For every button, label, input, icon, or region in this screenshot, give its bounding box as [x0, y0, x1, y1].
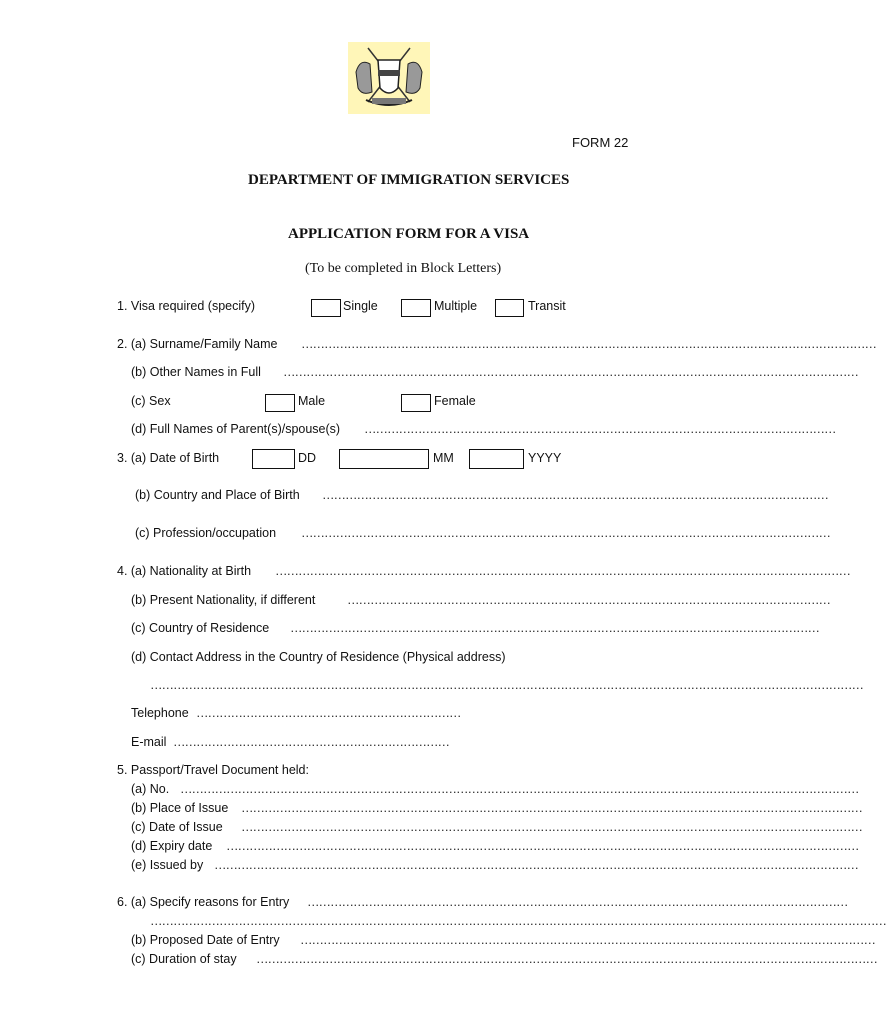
- country-residence-field[interactable]: …………………………………………………………………………………………………………………………: [290, 621, 819, 635]
- single-checkbox[interactable]: [311, 299, 341, 317]
- duration-of-stay-label: (c) Duration of stay: [131, 952, 237, 966]
- visa-required-label: 1. Visa required (specify): [117, 299, 256, 313]
- passport-number-field[interactable]: ……………………………………………………………………………………………………………………………………………………………: [180, 782, 859, 796]
- female-checkbox[interactable]: [401, 394, 431, 412]
- yyyy-label: YYYY: [528, 451, 562, 465]
- entry-reason-label: 6. (a) Specify reasons for Entry: [117, 895, 290, 909]
- form-title: APPLICATION FORM FOR A VISA: [288, 226, 530, 242]
- email-field[interactable]: ………………………………………………………………: [173, 735, 449, 749]
- nationality-birth-label: 4. (a) Nationality at Birth: [117, 564, 252, 578]
- transit-checkbox[interactable]: [495, 299, 524, 317]
- birth-month-field[interactable]: [339, 449, 429, 469]
- female-label: Female: [434, 394, 476, 408]
- email-label: E-mail: [131, 735, 167, 749]
- multiple-label: Multiple: [434, 299, 478, 313]
- surname-field[interactable]: ……………………………………………………………………………………………………………………………………: [301, 337, 876, 351]
- multiple-checkbox[interactable]: [401, 299, 431, 317]
- male-label: Male: [298, 394, 326, 408]
- transit-label: Transit: [528, 299, 566, 313]
- place-of-issue-field[interactable]: ………………………………………………………………………………………………………………………………………………: [241, 801, 862, 815]
- entry-date-field[interactable]: ……………………………………………………………………………………………………………………………………: [300, 933, 875, 947]
- dd-label: DD: [298, 451, 317, 465]
- birth-place-label: (b) Country and Place of Birth: [135, 488, 300, 502]
- department-title: DEPARTMENT OF IMMIGRATION SERVICES: [248, 172, 570, 188]
- parents-names-field[interactable]: ……………………………………………………………………………………………………………: [364, 422, 836, 436]
- single-label: Single: [343, 299, 378, 313]
- nationality-birth-field[interactable]: ……………………………………………………………………………………………………………………………………: [275, 564, 850, 578]
- passport-number-label: (a) No.: [131, 782, 170, 796]
- country-residence-label: (c) Country of Residence: [131, 621, 270, 635]
- birth-year-field[interactable]: [469, 449, 524, 469]
- date-of-issue-label: (c) Date of Issue: [131, 820, 223, 834]
- contact-address-label: (d) Contact Address in the Country of Residence (Physical address): [131, 650, 506, 664]
- other-names-field[interactable]: ……………………………………………………………………………………………………………………………………: [283, 365, 858, 379]
- birth-place-field[interactable]: ……………………………………………………………………………………………………………………: [322, 488, 828, 502]
- mm-label: MM: [433, 451, 454, 465]
- entry-reason-field-line2[interactable]: …………………………………………………………………………………………………………………………………………………………………………: [150, 914, 886, 928]
- passport-heading: 5. Passport/Travel Document held:: [117, 763, 309, 777]
- birth-day-field[interactable]: [252, 449, 295, 469]
- issued-by-label: (e) Issued by: [131, 858, 204, 872]
- duration-of-stay-field[interactable]: ………………………………………………………………………………………………………………………………………………: [256, 952, 877, 966]
- present-nationality-field[interactable]: ………………………………………………………………………………………………………………: [347, 593, 830, 607]
- place-of-issue-label: (b) Place of Issue: [131, 801, 229, 815]
- expiry-date-label: (d) Expiry date: [131, 839, 213, 853]
- kenya-coat-of-arms-icon: [348, 42, 430, 114]
- expiry-date-field[interactable]: …………………………………………………………………………………………………………………………………………………: [226, 839, 859, 853]
- present-nationality-label: (b) Present Nationality, if different: [131, 593, 316, 607]
- profession-label: (c) Profession/occupation: [135, 526, 277, 540]
- surname-label: 2. (a) Surname/Family Name: [117, 337, 278, 351]
- form-number: FORM 22: [572, 135, 629, 150]
- telephone-label: Telephone: [131, 706, 189, 720]
- entry-reason-field[interactable]: ……………………………………………………………………………………………………………………………: [307, 895, 848, 909]
- other-names-label: (b) Other Names in Full: [131, 365, 261, 379]
- contact-address-field[interactable]: ……………………………………………………………………………………………………………………………………………………………………: [150, 678, 863, 692]
- date-of-issue-field[interactable]: ………………………………………………………………………………………………………………………………………………: [241, 820, 862, 834]
- profession-field[interactable]: …………………………………………………………………………………………………………………………: [301, 526, 830, 540]
- entry-date-label: (b) Proposed Date of Entry: [131, 933, 280, 947]
- male-checkbox[interactable]: [265, 394, 295, 412]
- block-letters-instruction: (To be completed in Block Letters): [305, 261, 502, 276]
- date-of-birth-label: 3. (a) Date of Birth: [117, 451, 220, 465]
- issued-by-field[interactable]: ……………………………………………………………………………………………………………………………………………………: [214, 858, 858, 872]
- telephone-field[interactable]: ……………………………………………………………: [196, 706, 461, 720]
- parents-names-label: (d) Full Names of Parent(s)/spouse(s): [131, 422, 341, 436]
- sex-label: (c) Sex: [131, 394, 171, 408]
